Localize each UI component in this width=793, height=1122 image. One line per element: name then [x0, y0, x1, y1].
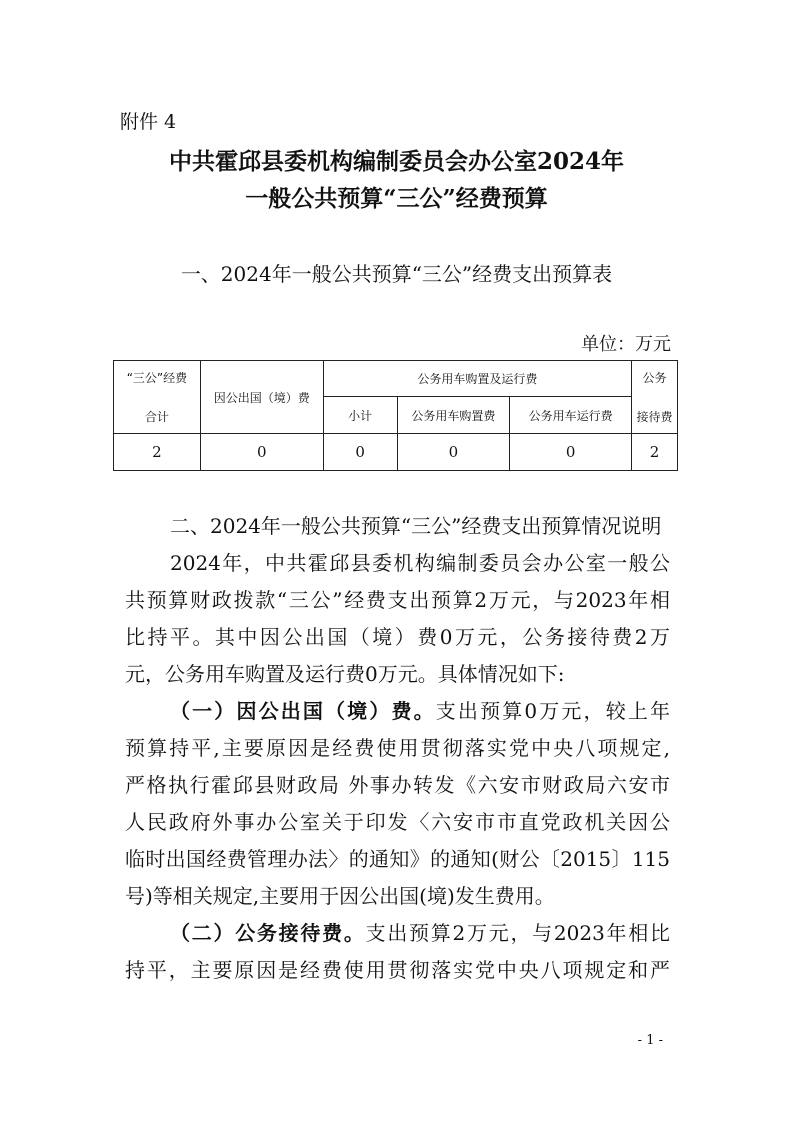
header-recv-1: 公务	[642, 371, 667, 385]
header-reception	[632, 361, 678, 434]
header-recv-2: 接待费	[636, 410, 673, 424]
section-2-heading: 二、2024年一般公共预算“三公”经费支出预算情况说明	[170, 514, 662, 538]
section-1-heading: 一、2024年一般公共预算“三公”经费支出预算表	[180, 262, 613, 286]
doc-title-line2: 一般公共预算“三公”经费预算	[245, 185, 548, 212]
paragraph-line: 号)等相关规定,主要用于因公出国(境)发生费用。	[125, 884, 555, 908]
cell: 0	[510, 434, 632, 471]
page-number: - 1 -	[637, 1033, 663, 1048]
budget-table	[113, 360, 678, 471]
attachment-label: 附件 4	[120, 111, 177, 133]
paragraph-line: 持平，主要原因是经费使用贯彻落实党中央八项规定和严	[125, 958, 670, 982]
text: 支出预算2万元，与2023年相比	[365, 921, 671, 945]
cell: 0	[323, 434, 397, 471]
paragraph-line	[125, 915, 670, 952]
cell: 0	[200, 434, 323, 471]
paragraph-line: 共预算财政拨款“三公”经费支出预算2万元，与2023年相	[125, 588, 670, 612]
body-text	[125, 508, 670, 989]
text: 支出预算0万元，较上年	[435, 699, 670, 723]
header-total	[114, 361, 201, 434]
cell: 2	[114, 434, 201, 471]
header-car: 公务用车购置及运行费	[323, 361, 631, 397]
header-car-buy: 公务用车购置费	[397, 397, 510, 434]
unit-label: 单位：万元	[581, 334, 671, 355]
paragraph-line: 人民政府外事办公室关于印发〈六安市市直党政机关因公	[125, 810, 670, 834]
header-total-2: 合计	[144, 410, 169, 424]
paragraph-line: 预算持平,主要原因是经费使用贯彻落实党中央八项规定,	[125, 736, 670, 760]
paragraph-line: 2024年，中共霍邱县委机构编制委员会办公室一般公	[170, 551, 670, 575]
table-row	[114, 434, 678, 471]
bold-heading-2: （二）公务接待费。	[170, 921, 366, 945]
bold-heading-1: （一）因公出国（境）费。	[170, 699, 436, 723]
header-subtotal: 小计	[323, 397, 397, 434]
paragraph-line	[125, 693, 670, 730]
paragraph-line: 严格执行霍邱县财政局 外事办转发《六安市财政局六安市	[125, 773, 670, 797]
doc-title-line1: 中共霍邱县委机构编制委员会办公室2024年	[168, 148, 624, 175]
header-total-1: “三公”经费	[126, 371, 188, 385]
header-car-run: 公务用车运行费	[510, 397, 632, 434]
header-abroad: 因公出国（境）费	[200, 361, 323, 434]
cell: 2	[632, 434, 678, 471]
paragraph-line: 比持平。其中因公出国（境）费0万元，公务接待费2万	[125, 625, 670, 649]
paragraph-line: 元，公务用车购置及运行费0万元。具体情况如下:	[125, 662, 565, 686]
paragraph-line: 临时出国经费管理办法〉的通知》的通知(财公〔2015〕115	[125, 847, 670, 871]
cell: 0	[397, 434, 510, 471]
